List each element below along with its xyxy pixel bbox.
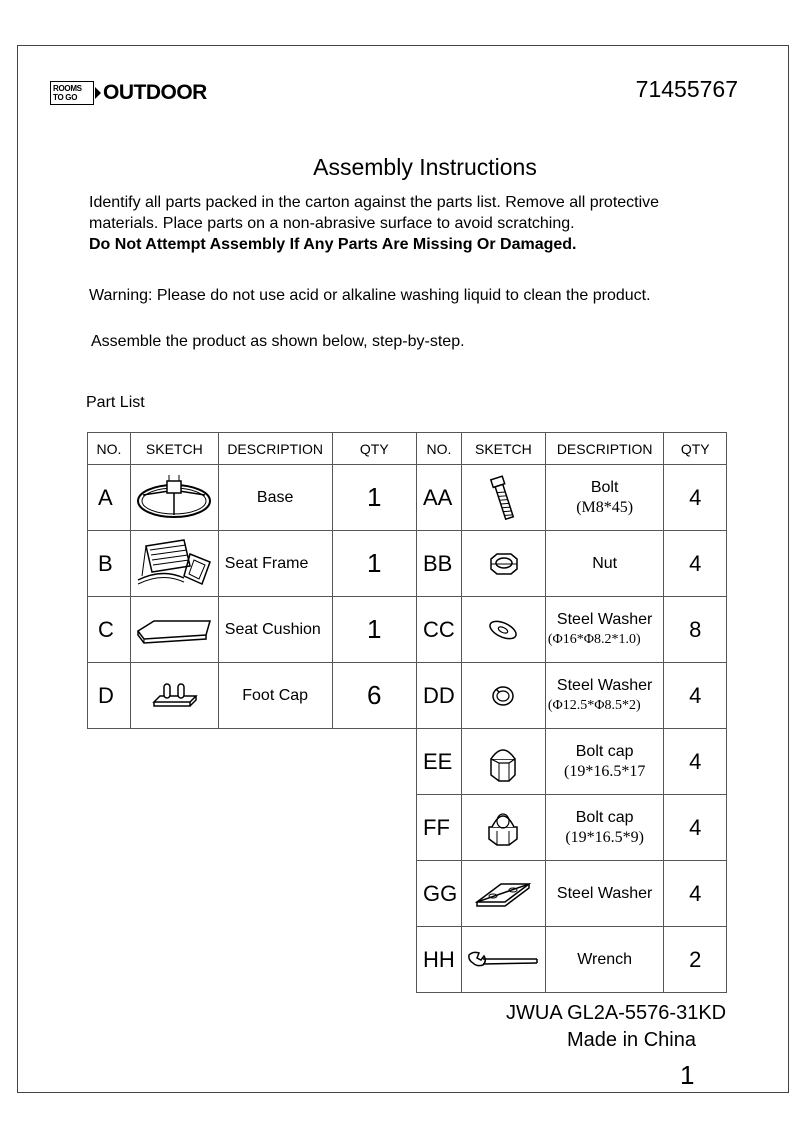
- part-description: Wrench: [545, 927, 664, 993]
- product-code: JWUA GL2A-5576-31KD: [506, 1002, 727, 1024]
- intro-line-1: Identify all parts packed in the carton against the parts list. Remove all protective: [89, 194, 660, 211]
- part-no: HH: [417, 927, 462, 993]
- table-row: [417, 531, 727, 597]
- part-qty: 1: [332, 465, 416, 531]
- col-qty: QTY: [664, 433, 727, 465]
- part-description: Nut: [545, 531, 664, 597]
- intro-line-3: Do Not Attempt Assembly If Any Parts Are Missing Or Damaged.: [89, 236, 577, 253]
- part-qty: 4: [664, 861, 727, 927]
- part-spec: (19*16.5*17: [563, 762, 646, 780]
- col-qty: QTY: [332, 433, 416, 465]
- part-name: Steel Washer: [556, 610, 653, 628]
- col-description: DESCRIPTION: [218, 433, 332, 465]
- part-qty: 4: [664, 663, 727, 729]
- foot-cap-icon: [144, 676, 204, 716]
- part-description: Seat Cushion: [218, 597, 332, 663]
- part-qty: 8: [664, 597, 727, 663]
- col-no: NO.: [417, 433, 462, 465]
- table-row: [88, 531, 417, 597]
- part-sketch: [461, 795, 545, 861]
- part-no: BB: [417, 531, 462, 597]
- part-spec: (Φ16*Φ8.2*1.0): [547, 631, 641, 647]
- col-no: NO.: [88, 433, 131, 465]
- part-no: DD: [417, 663, 462, 729]
- part-sketch: [130, 597, 218, 663]
- part-no: D: [88, 663, 131, 729]
- seat-frame-icon: [132, 536, 216, 592]
- parts-table-right: [416, 432, 727, 993]
- part-sketch: [130, 465, 218, 531]
- steel-plate-icon: [471, 874, 535, 914]
- part-no: C: [88, 597, 131, 663]
- part-description: [545, 729, 664, 795]
- part-qty: 4: [664, 795, 727, 861]
- seat-cushion-icon: [134, 613, 214, 647]
- part-description: Seat Frame: [218, 531, 332, 597]
- part-no: B: [88, 531, 131, 597]
- part-sketch: [461, 597, 545, 663]
- washer-icon: [483, 615, 523, 645]
- part-list-label: Part List: [86, 394, 145, 411]
- warning-text: Warning: Please do not use acid or alkaline washing liquid to clean the product.: [89, 287, 651, 304]
- intro-text: [89, 192, 659, 255]
- logo-arrow-icon: [95, 87, 101, 99]
- part-name: Steel Washer: [556, 676, 653, 694]
- part-qty: 1: [332, 531, 416, 597]
- part-no: GG: [417, 861, 462, 927]
- table-row: [417, 795, 727, 861]
- part-no: AA: [417, 465, 462, 531]
- part-sketch: [461, 663, 545, 729]
- part-description: Base: [218, 465, 332, 531]
- logo-top: ROOMS: [53, 84, 82, 93]
- table-row: [88, 597, 417, 663]
- spring-washer-icon: [486, 681, 520, 711]
- logo-text: OUTDOOR: [103, 81, 207, 104]
- brand-logo: [50, 80, 207, 106]
- table-row: [417, 927, 727, 993]
- table-row: [417, 729, 727, 795]
- part-description: Steel Washer: [545, 861, 664, 927]
- bolt-cap-short-icon: [483, 805, 523, 851]
- part-qty: 1: [332, 597, 416, 663]
- bolt-icon: [483, 473, 523, 523]
- part-description: [545, 597, 664, 663]
- part-description: Foot Cap: [218, 663, 332, 729]
- part-name: Bolt cap: [575, 742, 634, 760]
- part-name: Bolt: [590, 478, 619, 496]
- base-icon: [133, 473, 215, 523]
- table-row: [88, 465, 417, 531]
- part-description: [545, 663, 664, 729]
- model-number: 71455767: [635, 76, 738, 102]
- col-description: DESCRIPTION: [545, 433, 664, 465]
- col-sketch: SKETCH: [130, 433, 218, 465]
- col-sketch: SKETCH: [461, 433, 545, 465]
- table-row: [417, 861, 727, 927]
- part-name: Bolt cap: [575, 808, 634, 826]
- part-no: FF: [417, 795, 462, 861]
- page-number: 1: [680, 1060, 695, 1090]
- page-title: Assembly Instructions: [313, 154, 537, 180]
- part-qty: 2: [664, 927, 727, 993]
- table-row: [417, 465, 727, 531]
- logo-box: [50, 81, 94, 105]
- assemble-text: Assemble the product as shown below, step-by-step.: [91, 333, 465, 350]
- part-description: [545, 465, 664, 531]
- table-row: [417, 663, 727, 729]
- part-spec: (Φ12.5*Φ8.5*2): [547, 697, 641, 713]
- parts-table-left: [87, 432, 417, 729]
- nut-icon: [485, 549, 521, 579]
- wrench-icon: [465, 947, 541, 973]
- part-qty: 6: [332, 663, 416, 729]
- part-sketch: [130, 663, 218, 729]
- part-qty: 4: [664, 531, 727, 597]
- part-qty: 4: [664, 465, 727, 531]
- part-no: EE: [417, 729, 462, 795]
- part-sketch: [461, 531, 545, 597]
- part-spec: (19*16.5*9): [565, 828, 644, 846]
- part-sketch: [461, 861, 545, 927]
- part-no: CC: [417, 597, 462, 663]
- part-no: A: [88, 465, 131, 531]
- table-row: [88, 663, 417, 729]
- logo-bottom: TO GO: [53, 93, 78, 102]
- part-sketch: [130, 531, 218, 597]
- intro-line-2: materials. Place parts on a non-abrasive surface to avoid scratching.: [89, 215, 575, 232]
- part-description: [545, 795, 664, 861]
- part-sketch: [461, 927, 545, 993]
- part-sketch: [461, 465, 545, 531]
- part-qty: 4: [664, 729, 727, 795]
- part-spec: (M8*45): [576, 498, 634, 516]
- origin-text: Made in China: [567, 1029, 696, 1051]
- part-sketch: [461, 729, 545, 795]
- table-row: [417, 597, 727, 663]
- bolt-cap-icon: [483, 739, 523, 785]
